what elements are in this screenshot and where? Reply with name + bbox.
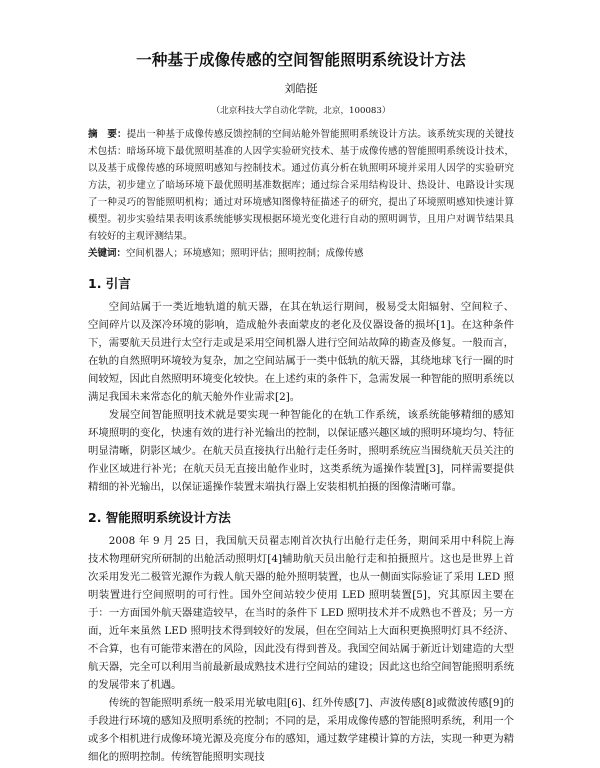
abstract-text: 提出一种基于成像传感反馈控制的空间站舱外智能照明系统设计方法。该系统实现的关键技术包括：暗场环境下最优照明基准的人因学实验研究技术、基于成像传感的智能照明系统设计技术，以及基于成像传感的环境照明感知与控制技术。通过仿真分析在轨照明环境并采用人因学的实验研究方法，初步建立了暗场环境下最优照明基准数据库；通过综合采用结构设计、热设计、电路设计实现了一种灵巧的智能照明机构；通过对环境感知图像特征描述子的研究，提出了环境照明感知快速计算模型。初步实验结果表明该系统能够实现根据环境光变化进行自动的照明调节，且用户对调节结果具有较好的主观评测结果。 [88, 129, 514, 242]
method-paragraph-2: 传统的智能照明系统一般采用光敏电阻[6]、红外传感[7]、声波传感[8]或微波传感[9]的手段进行环境的感知及照明系统的控制；不同的是，采用成像传感的智能照明系统，利用一个或多个相机进行成像环境光源及亮度分布的感知，通过数学建模计算的方法，实现一种更为精细化的照明控制。传统智能照明实现技 [88, 697, 515, 763]
section-heading-method: 2. 智能照明系统设计方法 [88, 510, 231, 525]
paper-title: 一种基于成像传感的空间智能照明系统设计方法 [136, 51, 466, 69]
method-paragraph-1: 2008 年 9 月 25 日，我国航天员翟志刚首次执行出舱行走任务，期间采用中科院上海技术物理研究所研制的出舱活动照明灯[4]辅助航天员出舱行走和拍摄照片。这也是世界上首次采用发光二极管光源作为载人航天器的舱外照明装置，也从一侧面实际验证了采用 LED 照明装置进行空间照明的可行性。国外空间站较少使用 LED 照明装置[5]，究其原因主要在于：一方面国外航天器建造较早，在当时的条件下 LED 照明技术并不成熟也不普及；另一方面，近年来虽然 LED 照明技术得到较好的发展，但在空间站上大面积更换照明灯具不经济、不合算，也有可能带来潜在的风险，因此没有得到普及。我国空间站属于新近计划建造的大型航天器，完全可以利用当前最新最成熟技术进行空间站的建设；因此这也给空间智能照明系统的发展带来了机遇。 [88, 535, 515, 691]
abstract-label: 摘 要： [88, 129, 127, 140]
section-heading-intro: 1. 引言 [88, 276, 131, 291]
author-name: 刘皓挺 [284, 82, 318, 95]
abstract [88, 126, 514, 245]
keywords-text: 空间机器人；环境感知；照明评估；照明控制；成像传感 [126, 248, 364, 259]
author-affiliation: （北京科技大学自动化学院，北京，100083） [211, 106, 391, 116]
keywords [88, 245, 514, 262]
keywords-label: 关键词： [88, 248, 127, 259]
intro-paragraph-2: 发展空间智能照明技术就是要实现一种智能化的在轨工作系统，该系统能够精细的感知环境照明的变化，快速有效的进行补光输出的控制，以保证感兴趣区域的照明环境均匀、特征明显清晰，阴影区域少。在航天员直接执行出舱行走任务时，照明系统应当围绕航天员关注的作业区域进行补光；在航天员无直接出舱作业时，这类系统为遥操作装置[3]，同样需要提供精细的补光输出，以保证遥操作装置末端执行器上安装相机拍摄的图像清晰可靠。 [88, 409, 515, 493]
intro-paragraph-1: 空间站属于一类近地轨道的航天器，在其在轨运行期间，极易受太阳辐射、空间粒子、空间碎片以及深冷环境的影响，造成舱外表面蒙皮的老化及仪器设备的损坏[1]。在这种条件下，需要航天员进行太空行走或是采用空间机器人进行空间站故障的勘查及修复。一般而言，在轨的自然照明环境较为复杂，加之空间站属于一类中低轨的航天器，其绕地球飞行一圈的时间较短，因此自然照明环境变化较快。在上述约束的条件下，急需发展一种智能的照明系统以满足我国未来常态化的航天舱外作业需求[2]。 [88, 301, 515, 403]
